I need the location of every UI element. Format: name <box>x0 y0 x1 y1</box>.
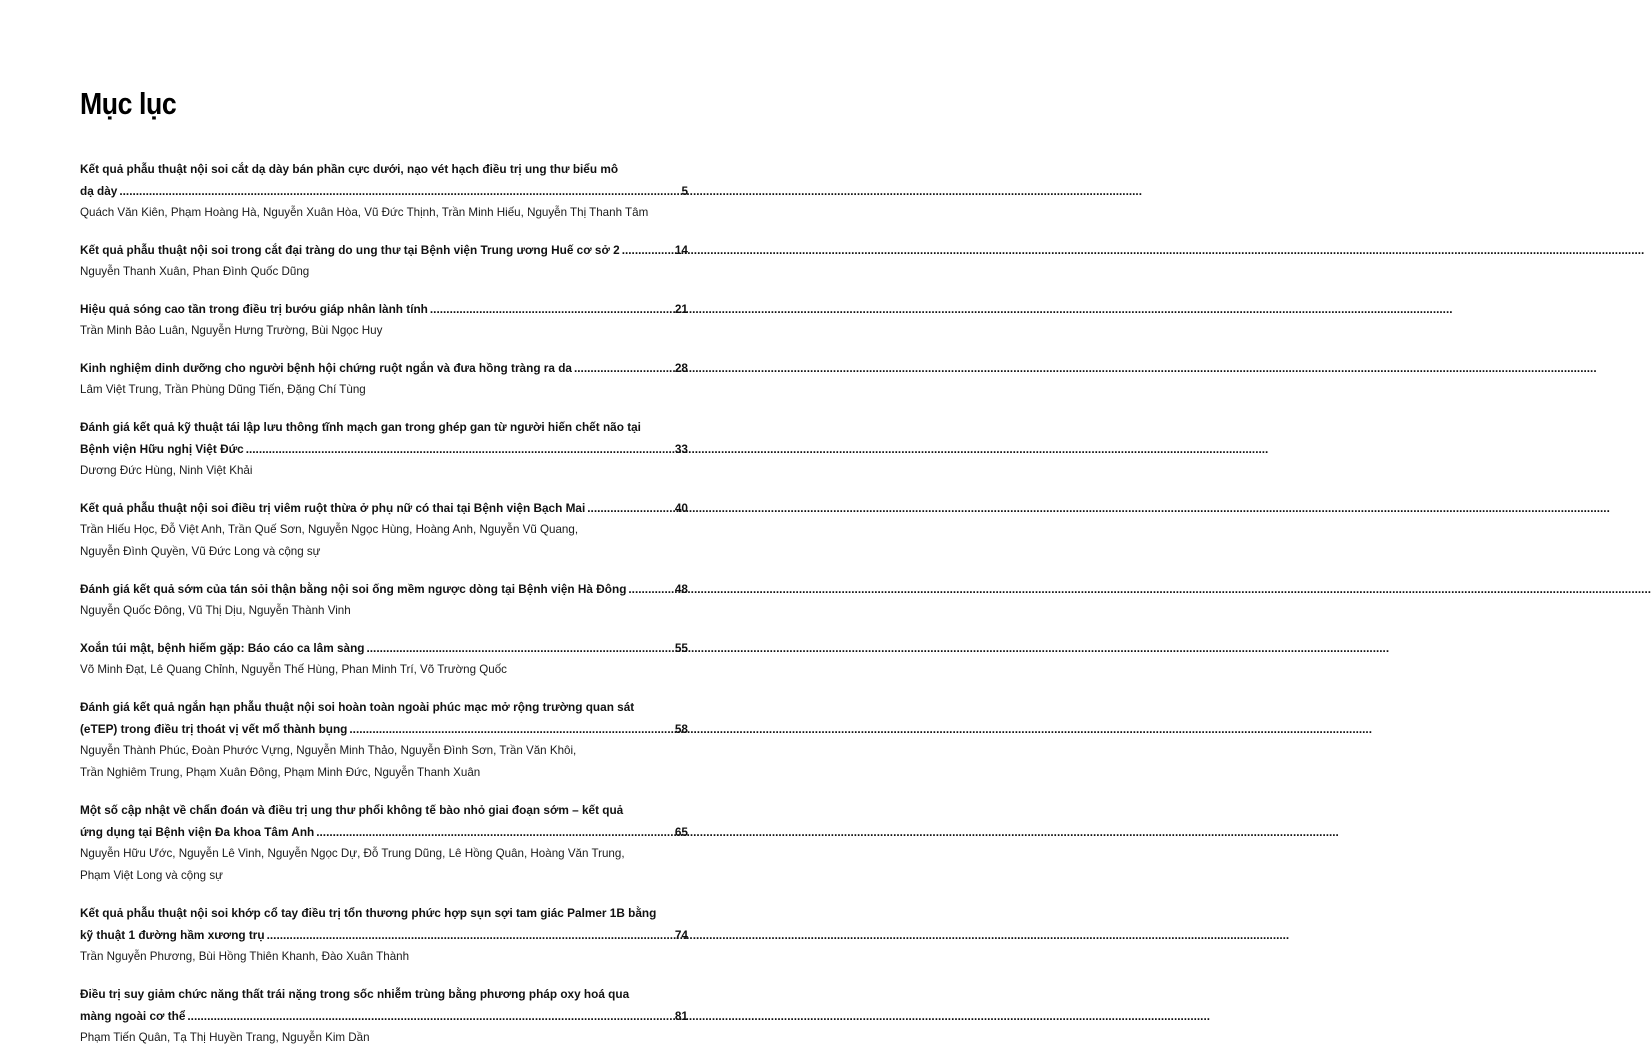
toc-entry-page-number: 55 <box>674 641 688 655</box>
toc-entry-authors <box>80 261 688 283</box>
toc-entry-title-final-line <box>80 1005 688 1027</box>
toc-entry-author-line: Trần Minh Bảo Luân, Nguyễn Hưng Trường, Bùi Ngọc Huy <box>80 324 383 337</box>
toc-entry-title[interactable] <box>80 799 688 843</box>
toc-entry-title-final-line <box>80 578 688 600</box>
toc-entry-author-line: Lâm Việt Trung, Trần Phùng Dũng Tiến, Đặng Chí Tùng <box>80 383 366 396</box>
dot-leader <box>349 718 674 740</box>
toc-entry[interactable] <box>80 497 688 563</box>
toc-entry-page-number: 48 <box>674 582 688 596</box>
toc-entry-author-line: Phạm Tiến Quân, Tạ Thị Huyền Trang, Nguyễn Kim Dần <box>80 1031 370 1044</box>
toc-entry-authors <box>80 843 688 887</box>
toc-entry-page-number: 58 <box>674 722 688 736</box>
toc-entry[interactable] <box>80 298 688 342</box>
toc-entry-title-final-line <box>80 637 688 659</box>
toc-entry-title[interactable] <box>80 983 688 1027</box>
toc-entry-title[interactable] <box>80 497 688 519</box>
toc-entry-author-line: Trần Nghiêm Trung, Phạm Xuân Đông, Phạm Minh Đức, Nguyễn Thanh Xuân <box>80 766 481 779</box>
toc-entry[interactable] <box>80 158 688 224</box>
toc-entry-title-final-line <box>80 438 688 460</box>
toc-entry-title-line-end: ứng dụng tại Bệnh viện Đa khoa Tâm Anh <box>80 825 315 839</box>
toc-entry-title[interactable] <box>80 637 688 659</box>
toc-entry-page-number: 74 <box>674 928 688 942</box>
toc-entry-title-line: Kết quả phẫu thuật nội soi cắt dạ dày bán phần cực dưới, nạo vét hạch điều trị ung thư biểu mô <box>80 162 619 176</box>
dot-leader <box>267 924 675 946</box>
toc-entry-title-line-end: kỹ thuật 1 đường hầm xương trụ <box>80 928 265 942</box>
dot-leader <box>574 357 675 379</box>
toc-entry-title-line-end: Hiệu quả sóng cao tần trong điều trị bướu giáp nhân lành tính <box>80 302 428 316</box>
toc-entry[interactable] <box>80 696 688 784</box>
toc-entry-title-line-end: Đánh giá kết quả sớm của tán sỏi thận bằng nội soi ống mềm ngược dòng tại Bệnh viện Hà Đông <box>80 582 627 596</box>
toc-entry-title-final-line <box>80 497 688 519</box>
toc-entry-author-line: Nguyễn Quốc Đông, Vũ Thị Dịu, Nguyễn Thành Vinh <box>80 604 351 617</box>
toc-entry-author-line: Quách Văn Kiên, Phạm Hoàng Hà, Nguyễn Xuân Hòa, Vũ Đức Thịnh, Trần Minh Hiếu, Nguyễn Thị Thanh Tâm <box>80 206 649 219</box>
toc-entry[interactable] <box>80 637 688 681</box>
toc-entry-title-line-end: Kinh nghiệm dinh dưỡng cho người bệnh hội chứng ruột ngắn và đưa hồng tràng ra da <box>80 361 572 375</box>
toc-entry-title-line: Đánh giá kết quả kỹ thuật tái lập lưu thông tĩnh mạch gan trong ghép gan từ người hiến chết não tại <box>80 420 641 434</box>
toc-entry-author-line: Nguyễn Đình Quyền, Vũ Đức Long và cộng sự <box>80 545 321 558</box>
toc-entry[interactable] <box>80 357 688 401</box>
toc-entry-authors <box>80 740 688 784</box>
toc-entry-title-final-line <box>80 298 688 320</box>
toc-entry-authors <box>80 600 688 622</box>
toc-entry-title-line-end: (eTEP) trong điều trị thoát vị vết mổ thành bụng <box>80 722 348 736</box>
toc-entry-title[interactable] <box>80 158 688 202</box>
toc-entry-authors <box>80 1027 688 1049</box>
toc-entry-page-number: 21 <box>674 302 688 316</box>
toc-entry-title[interactable] <box>80 416 688 460</box>
toc-entry-page-number: 33 <box>674 442 688 456</box>
toc-entry-title-final-line <box>80 357 688 379</box>
page-title: Mục lục <box>80 86 177 121</box>
toc-entry[interactable] <box>80 239 688 283</box>
toc-entry-page-number: 81 <box>674 1009 688 1023</box>
toc-entry-author-line: Phạm Việt Long và cộng sự <box>80 869 223 882</box>
toc-entry-page-number: 14 <box>674 243 688 257</box>
dot-leader <box>367 637 675 659</box>
toc-entry[interactable] <box>80 983 688 1049</box>
toc-entry-author-line: Trần Hiếu Học, Đỗ Việt Anh, Trần Quế Sơn, Nguyễn Ngọc Hùng, Hoàng Anh, Nguyễn Vũ Quang, <box>80 523 579 536</box>
toc-entry-title-line-end: Kết quả phẫu thuật nội soi điều trị viêm ruột thừa ở phụ nữ có thai tại Bệnh viện Bạch Mai <box>80 501 586 515</box>
toc-entry-title-line: Kết quả phẫu thuật nội soi khớp cổ tay điều trị tổn thương phức hợp sụn sợi tam giác Palmer 1B bằng <box>80 906 657 920</box>
toc-entry-page-number: 65 <box>674 825 688 839</box>
toc-entry-title-line: Đánh giá kết quả ngắn hạn phẫu thuật nội soi hoàn toàn ngoài phúc mạc mở rộng trường quan sát <box>80 700 635 714</box>
toc-entry-title[interactable] <box>80 298 688 320</box>
toc-entry-list <box>80 158 688 1064</box>
toc-entry-title-final-line <box>80 924 688 946</box>
toc-entry-title-line-end: màng ngoài cơ thể <box>80 1009 186 1023</box>
toc-entry-author-line: Trần Nguyễn Phương, Bùi Hồng Thiên Khanh, Đào Xuân Thành <box>80 950 410 963</box>
dot-leader <box>622 239 675 261</box>
toc-entry-page-number: 28 <box>674 361 688 375</box>
toc-entry-title-line-end: Kết quả phẫu thuật nội soi trong cắt đại tràng do ung thư tại Bệnh viện Trung ương Huế cơ sở 2 <box>80 243 620 257</box>
toc-entry-page-number: 40 <box>674 501 688 515</box>
dot-leader <box>587 497 675 519</box>
toc-entry-page-number: 5 <box>681 184 688 198</box>
toc-entry-title-line: Một số cập nhật về chẩn đoán và điều trị ung thư phổi không tế bào nhỏ giai đoạn sớm – kết quả <box>80 803 624 817</box>
toc-entry-authors <box>80 379 688 401</box>
toc-entry-author-line: Nguyễn Thanh Xuân, Phan Đình Quốc Dũng <box>80 265 310 278</box>
toc-entry-author-line: Nguyễn Thành Phúc, Đoàn Phước Vựng, Nguyễn Minh Thảo, Nguyễn Đình Sơn, Trần Văn Khôi, <box>80 744 577 757</box>
toc-entry-title-line-end: Xoắn túi mật, bệnh hiếm gặp: Báo cáo ca lâm sàng <box>80 641 365 655</box>
toc-entry-authors <box>80 202 688 224</box>
dot-leader <box>119 180 681 202</box>
toc-entry-title[interactable] <box>80 696 688 740</box>
dot-leader <box>430 298 675 320</box>
toc-entry-title-final-line <box>80 718 688 740</box>
dot-leader <box>187 1005 674 1027</box>
toc-entry[interactable] <box>80 578 688 622</box>
toc-entry[interactable] <box>80 416 688 482</box>
toc-entry-title-final-line <box>80 239 688 261</box>
toc-entry-title-final-line <box>80 180 688 202</box>
toc-entry-author-line: Nguyễn Hữu Ước, Nguyễn Lê Vinh, Nguyễn Ngọc Dự, Đỗ Trung Dũng, Lê Hồng Quân, Hoàng Văn Trung, <box>80 847 625 860</box>
toc-entry-authors <box>80 946 688 968</box>
dot-leader <box>316 821 675 843</box>
toc-entry-title[interactable] <box>80 902 688 946</box>
toc-entry-authors <box>80 460 688 482</box>
toc-entry-title-line-end: Bệnh viện Hữu nghị Việt Đức <box>80 442 244 456</box>
toc-entry-authors <box>80 320 688 342</box>
toc-entry-title[interactable] <box>80 239 688 261</box>
toc-entry-title[interactable] <box>80 357 688 379</box>
dot-leader <box>628 578 674 600</box>
toc-entry-title-line: Điều trị suy giảm chức năng thất trái nặng trong sốc nhiễm trùng bằng phương pháp oxy hoá qua <box>80 987 630 1001</box>
toc-entry-title[interactable] <box>80 578 688 600</box>
dot-leader <box>246 438 675 460</box>
toc-entry-authors <box>80 659 688 681</box>
toc-entry-author-line: Võ Minh Đạt, Lê Quang Chỉnh, Nguyễn Thế Hùng, Phan Minh Trí, Võ Trường Quốc <box>80 663 507 676</box>
toc-entry-author-line: Dương Đức Hùng, Ninh Việt Khải <box>80 464 253 477</box>
toc-entry[interactable] <box>80 902 688 968</box>
toc-entry-authors <box>80 519 688 563</box>
toc-entry[interactable] <box>80 799 688 887</box>
toc-entry-title-line-end: dạ dày <box>80 184 118 198</box>
toc-entry-title-final-line <box>80 821 688 843</box>
